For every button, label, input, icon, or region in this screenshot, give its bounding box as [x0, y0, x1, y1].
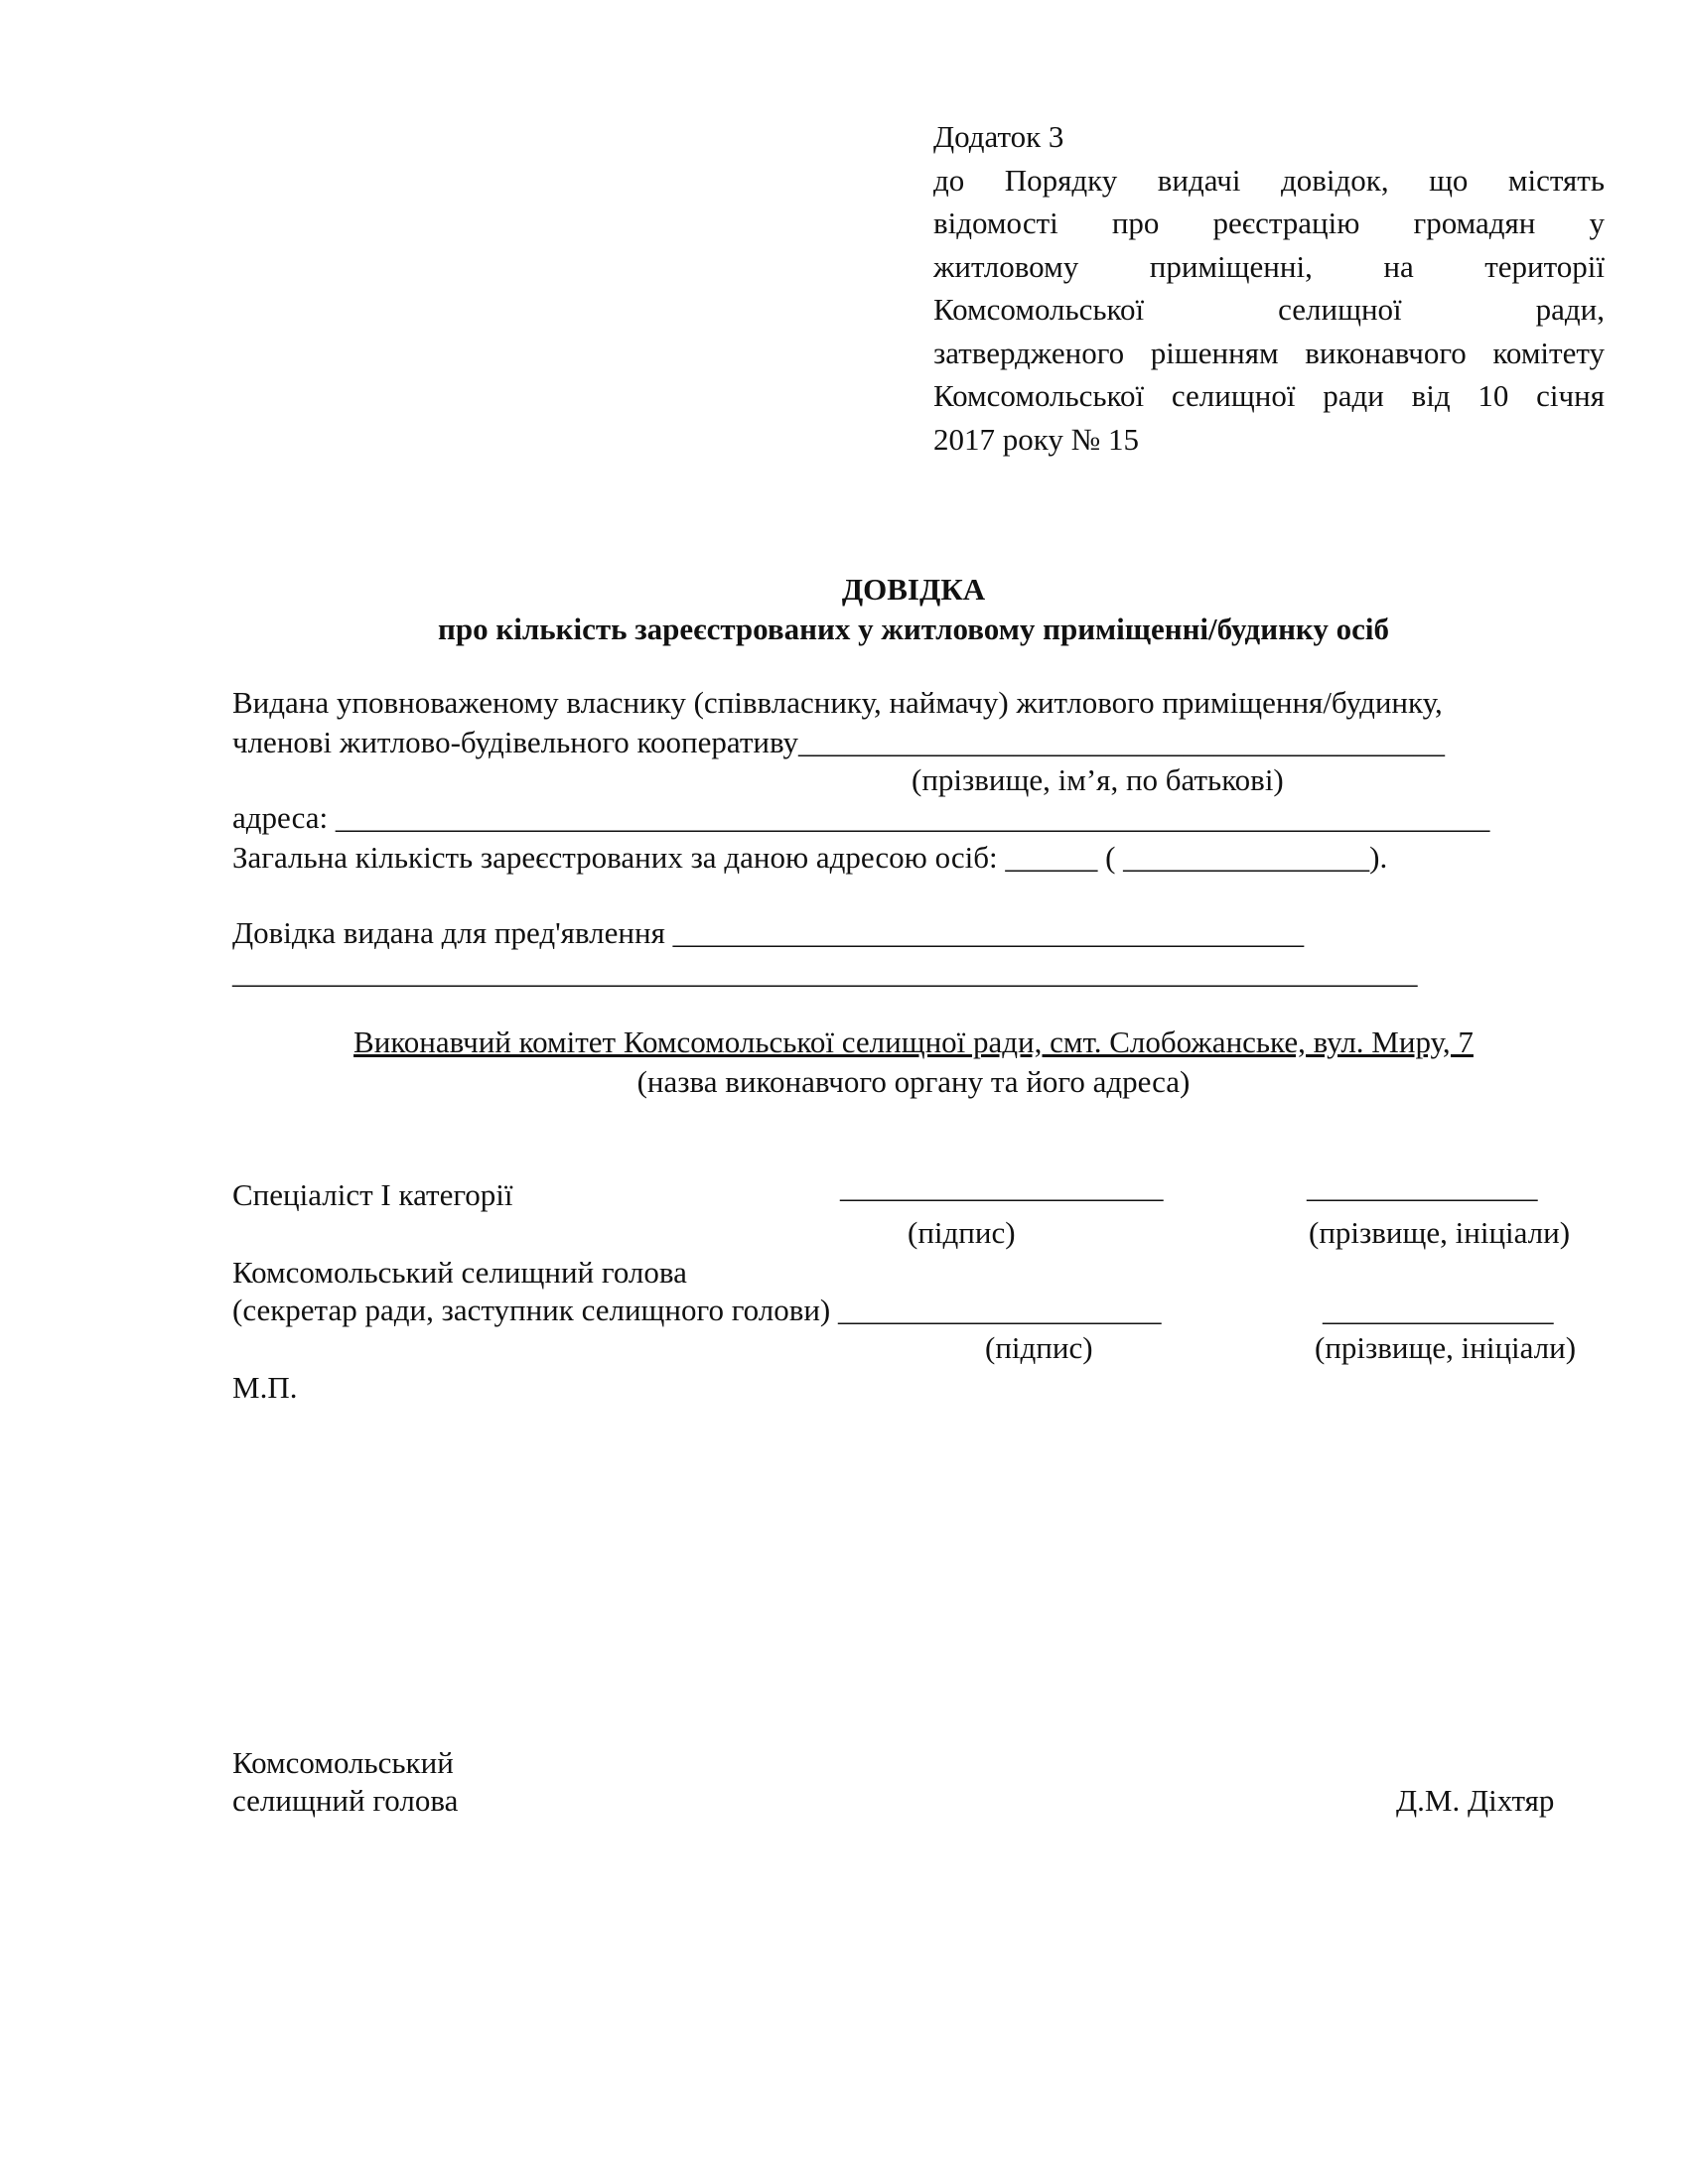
appendix-line: затвердженого рішенням виконавчого комітету [933, 335, 1605, 370]
appendix-line: житловому приміщенні, на території [933, 248, 1605, 284]
head-name-line: _______________ [1323, 1293, 1554, 1327]
total-registered-line: Загальна кількість зареєстрованих за даною адресою осіб: ______ ( ________________). [232, 840, 1388, 875]
appendix-line: відомості про реєстрацію громадян у [933, 205, 1605, 240]
appendix-line: 2017 року № 15 [933, 421, 1139, 457]
presentation-continuation-line: _____________________________________________________________________________ [232, 955, 1418, 990]
appendix-line: Комсомольської селищної ради, [933, 292, 1605, 327]
appendix-line: Комсомольської селищної ради від 10 січня [933, 378, 1605, 413]
document-subtitle: про кількість зареєстрованих у житловому приміщенні/будинку осіб [438, 612, 1389, 646]
signature-caption: (підпис) [985, 1330, 1093, 1365]
village-head-alternate-label: (секретар ради, заступник селищного голови) _____________________ [232, 1293, 1162, 1327]
signature-caption: (підпис) [908, 1215, 1016, 1250]
name-initials-caption: (прізвище, ініціали) [1309, 1215, 1571, 1250]
name-caption: (прізвище, ім’я, по батькові) [912, 762, 1284, 797]
village-head-label: Комсомольський селищний голова [232, 1255, 687, 1290]
issuer-name-address: Виконавчий комітет Комсомольської селищної ради, смт. Слобожанське, вул. Миру, 7 [353, 1024, 1474, 1059]
footer-position-line: селищний голова [232, 1783, 459, 1818]
specialist-name-line: _______________ [1307, 1169, 1538, 1204]
cooperative-member-line: членові житлово-будівельного кооперативу__________________________________________ [232, 725, 1446, 759]
footer-position-line: Комсомольський [232, 1745, 454, 1780]
issued-to-line: Видана уповноваженому власнику (співвласнику, наймачу) житлового приміщення/будинку, [232, 685, 1443, 720]
appendix-reference [933, 115, 1605, 461]
presentation-line: Довідка видана для пред'явлення _________________________________________ [232, 915, 1305, 950]
specialist-label: Спеціаліст І категорії [232, 1177, 513, 1212]
address-line: адреса: ___________________________________________________________________________ [232, 800, 1490, 835]
specialist-signature-line: _____________________ [840, 1169, 1164, 1204]
appendix-line: до Порядку видачі довідок, що містять [933, 162, 1605, 198]
signer-name: Д.М. Діхтяр [1396, 1783, 1555, 1818]
appendix-line: Додаток 3 [933, 119, 1064, 154]
stamp-place-label: М.П. [232, 1370, 298, 1405]
name-initials-caption: (прізвище, ініціали) [1315, 1330, 1577, 1365]
document-title: ДОВІДКА [841, 572, 986, 607]
issuer-caption: (назва виконавчого органу та його адреса) [636, 1064, 1191, 1099]
